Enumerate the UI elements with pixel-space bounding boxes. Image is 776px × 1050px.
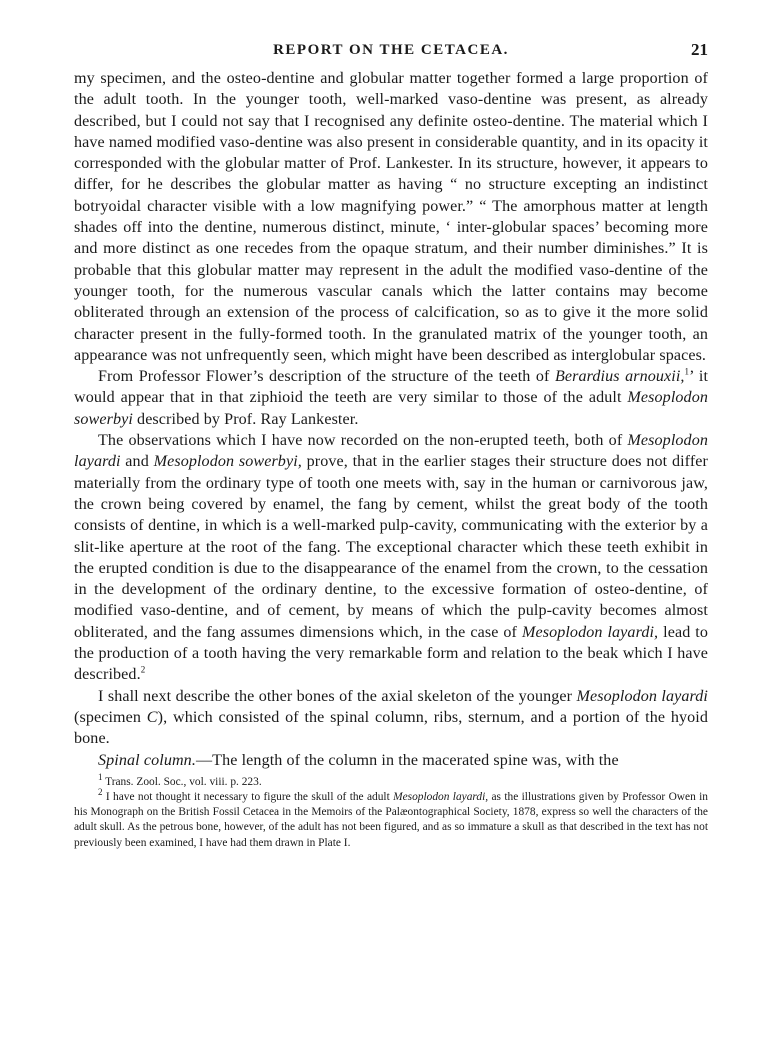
footnotes [74,772,709,851]
paragraph-1: my specimen, and the osteo-dentine and globular matter together formed a large proportion of the adult tooth. In the younger tooth, well-marked vaso-dentine was present, as already described, but I could not say that I recognised any definite osteo-dentine. The material which I have named modified vaso-dentine was also present in considerable quantity, and in its opacity it corresponded with the globular matter of Prof. Lankester. In its structure, however, it appears to differ, for he describes the globular matter as having “ no structure excepting an indistinct botryoidal character visible with a low magnifying power.” “ The amorphous matter at length shades off into the dentine, numerous distinct, minute, ‘ inter-globular spaces’ becoming more and more distinct as one recedes from the opaque stratum, and their number diminishes.” It is probable that this globular matter may represent in the adult the modified vaso-dentine of the younger tooth, for the numerous vascular canals which the latter contains may become obliterated through an extension of the process of calcification, so as to give it the more solid character present in the fully-formed tooth. In the granulated matrix of the younger tooth, an appearance was not unfrequently seen, which might have been described as interglobular spaces. [74,70,708,364]
footnote-2: $^2$ I have not thought it necessary to figure the skull of the adult Mesoplodon layardi, as the illustrations given by Professor Owen in his Monograph on the British Fossil Cetacea in the Memoirs of the Palæontographical Society, 1878, express so well the characters of the adult skull. As the petrous bone, however, of the adult has not been figured, and as so immature a skull as that described in the text has not previously been examined, I have had them drawn in Plate I. [74,787,709,849]
species-name: Mesoplodon layardi, [521,623,659,641]
paragraph-3: The observations which I have now recorded on the non-erupted teeth, both of Mesoplodon layardi and Mesoplodon sowerbyi, prove, that in the earlier stages their structure does not differ materially from the ordinary type of tooth one meets with, say in the human or carnivorous jaw, the crown being covered by enamel, the fang by cement, whilst the great body of the tooth consists of dentine, in which is a well-marked pulp-cavity, communicating with the exterior by a slit-like aperture at the root of the fang. The exceptional character which these teeth exhibit in the erupted condition is due to the disappearance of the enamel from the crown, to the cessation in the development of the ordinary dentine, to the excessive formation of osteo-dentine, of modified vaso-dentine, and of cement, by means of which the pulp-cavity becomes almost obliterated, and the fang assumes dimensions which, in the case of Mesoplodon layardi, lead to the production of a tooth having the very remarkable form and relation to the beak which I have described.$^2$ [74,432,709,684]
species-name: Mesoplodon sowerbyi, [153,453,302,471]
paragraph-4: I shall next describe the other bones of the axial skeleton of the younger Mesoplodon layardi (specimen C), which consisted of the spinal column, ribs, sternum, and a portion of the hyoid bone. [74,687,708,748]
species-name: Mesoplodon layardi [74,432,708,471]
footnote-ref: 1 [684,366,690,377]
footnote-mark: 1 [98,772,103,782]
species-name: Mesoplodon layardi [576,687,708,705]
body-text [74,68,708,771]
paragraph-2: From Professor Flower’s description of the structure of the teeth of Berardius arnouxii,$^1$’ it would appear that in that ziphioid the teeth are very similar to those of the adult Mesoplodon sowerbyi described by Prof. Ray Lankester. [74,366,709,428]
species-name: Mesoplodon sowerbyi [74,389,708,428]
page-header [74,40,708,68]
specimen-letter: C [146,708,158,726]
species-name: Mesoplodon layardi, [393,791,489,803]
page [74,40,708,851]
running-title: REPORT ON THE CETACEA. [273,42,509,58]
page-number: 21 [691,40,708,59]
species-name: Berardius arnouxii, [554,368,685,386]
footnote-mark: 2 [98,787,103,798]
footnote-1: $^1$ Trans. Zool. Soc., vol. viii. p. 223. [98,772,262,788]
section-heading: Spinal column. [98,751,196,769]
paragraph-5: Spinal column.—The length of the column in the macerated spine was, with the [98,751,619,769]
footnote-ref: 2 [140,664,146,675]
